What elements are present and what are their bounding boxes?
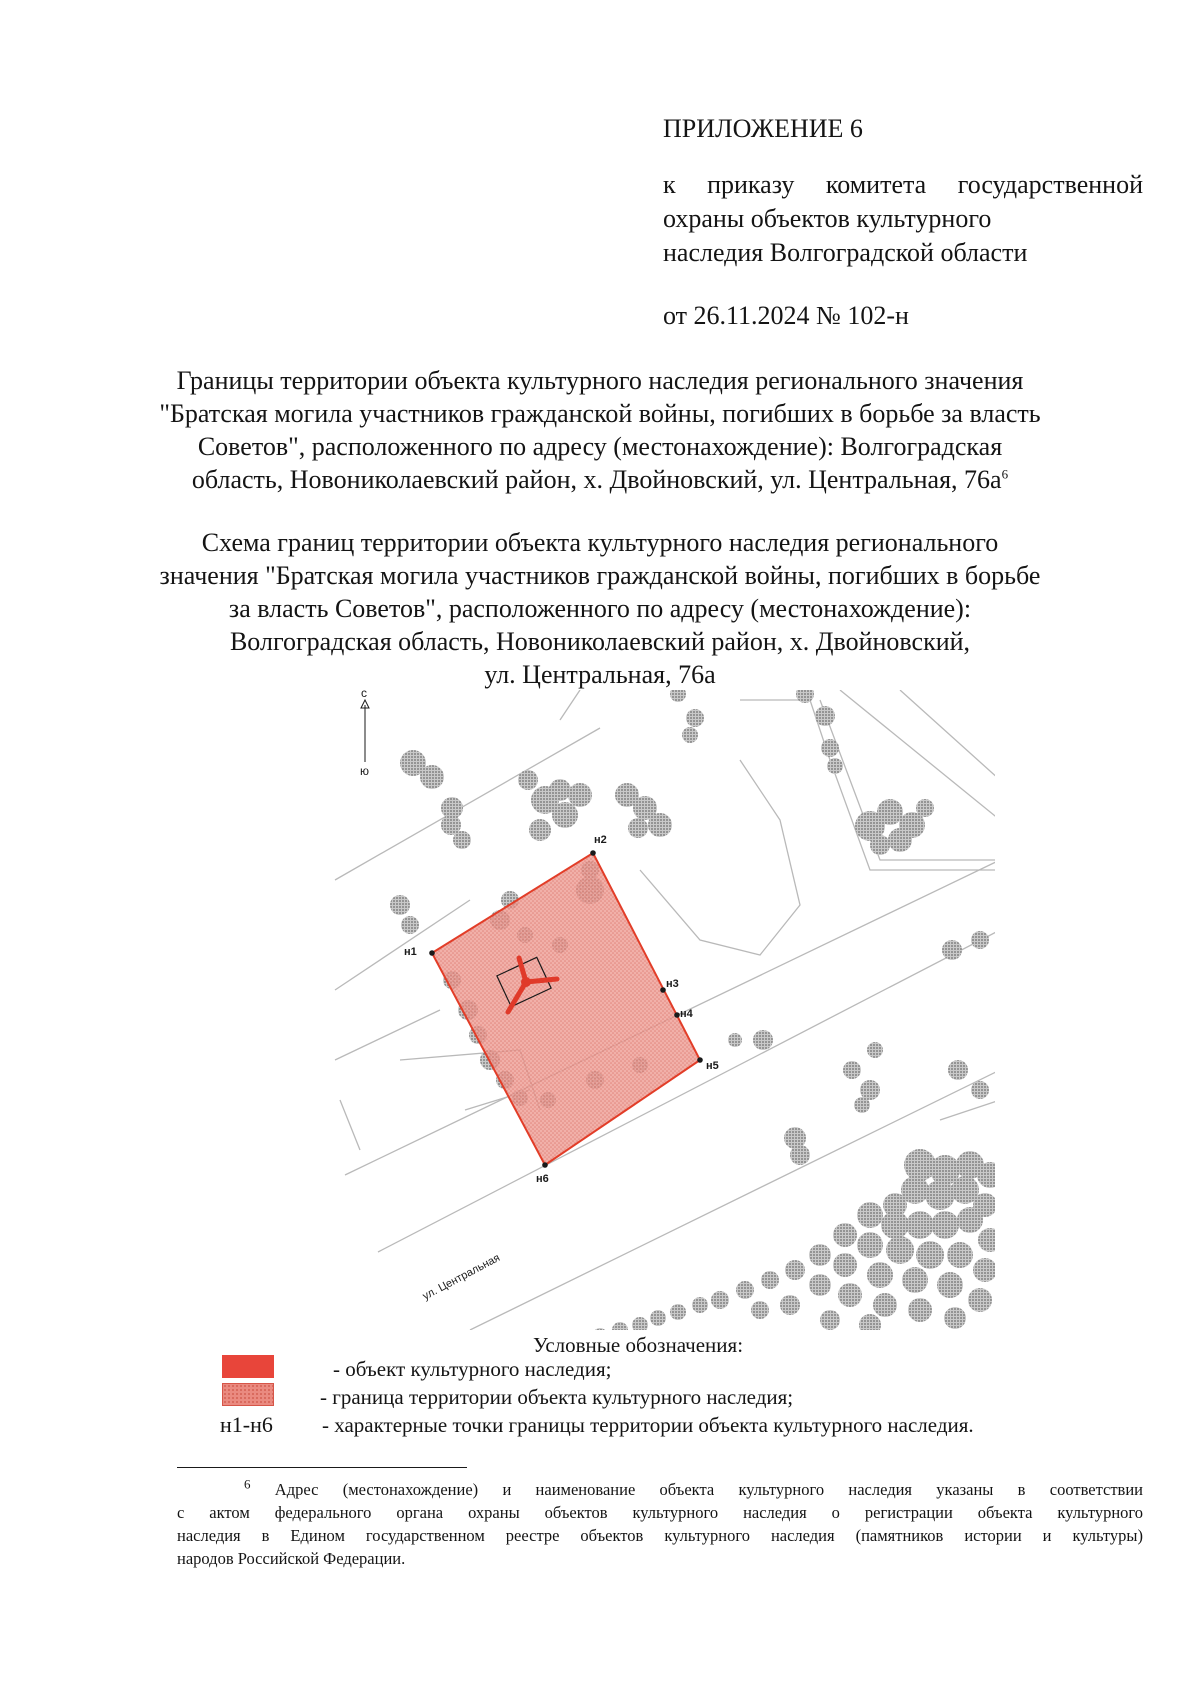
point-n3 <box>660 987 666 993</box>
title-line-1: Границы территории объекта культурного наследия регионального значения <box>176 366 1024 395</box>
footnote-line-2: с актом федерального органа охраны объектов культурного наследия о регистрации объекта культурного <box>177 1503 1143 1522</box>
point-n6 <box>542 1162 548 1168</box>
point-label-n4: н4 <box>680 1008 693 1020</box>
point-label-n1: н1 <box>404 946 417 958</box>
title-line-3: Советов", расположенного по адресу (местонахождение): Волгоградская <box>197 432 1003 461</box>
point-label-n3: н3 <box>666 978 679 990</box>
title-line-4-text: область, Новониколаевский район, х. Двойновский, ул. Центральная, 76а <box>191 465 1002 494</box>
legend-points-item: - характерные точки границы территории объекта культурного наследия. <box>322 1413 974 1437</box>
footnote-number: 6 <box>244 1476 251 1492</box>
legend-points-symbol: н1-н6 <box>220 1412 273 1437</box>
title-line-2: "Братская могила участников гражданской войны, погибших в борьбе за власть <box>159 399 1041 428</box>
scheme-title-line-4: Волгоградская область, Новониколаевский район, х. Двойновский, <box>229 627 971 656</box>
footnote-line-1-text: Адрес (местонахождение) и наименование объекта культурного наследия указаны в соответствии <box>274 1480 1143 1499</box>
order-line-3: наследия Волгоградской области <box>663 238 1028 267</box>
scheme-title-line-2: значения "Братская могила участников гражданской войны, погибших в борьбе <box>159 561 1041 590</box>
point-label-n5: н5 <box>706 1060 719 1072</box>
legend-title: Условные обозначения: <box>533 1333 744 1357</box>
footnote-line-4: народов Российской Федерации. <box>177 1549 406 1568</box>
legend-boundary-item: - граница территории объекта культурного наследия; <box>320 1385 794 1409</box>
order-line-2: охраны объектов культурного <box>663 204 992 233</box>
point-label-n2: н2 <box>594 834 607 846</box>
scheme-title-line-5: ул. Центральная, 76а <box>484 660 716 689</box>
footnote-line-1 <box>177 1478 1143 1501</box>
order-date: от 26.11.2024 № 102-н <box>663 301 909 330</box>
street-label: ул. Центральная <box>420 1251 503 1303</box>
north-arrow <box>360 686 369 778</box>
scheme-title-line-3: за власть Советов", расположенного по адресу (местонахождение): <box>228 594 972 623</box>
point-n2 <box>590 850 596 856</box>
south-label: ю <box>360 764 369 778</box>
point-n5 <box>697 1057 703 1063</box>
footnote-separator <box>177 1467 467 1468</box>
territory-boundary <box>432 853 700 1165</box>
point-n1 <box>429 950 435 956</box>
footnote-line-3: наследия в Едином государственном реестре объектов культурного наследия (памятников истории и культуры) <box>177 1526 1143 1545</box>
point-label-n6: н6 <box>536 1173 549 1185</box>
appendix-title: ПРИЛОЖЕНИЕ 6 <box>663 114 863 143</box>
footnote-ref: 6 <box>1001 466 1009 482</box>
legend-swatch-object <box>222 1355 274 1378</box>
scheme-title-line-1: Схема границ территории объекта культурного наследия регионального <box>201 528 999 557</box>
north-label: с <box>361 686 367 700</box>
order-line-1: к приказу комитета государственной <box>663 170 1143 199</box>
point-n4 <box>674 1012 680 1018</box>
legend-swatch-boundary <box>222 1383 274 1406</box>
legend-object-item: - объект культурного наследия; <box>333 1357 612 1381</box>
